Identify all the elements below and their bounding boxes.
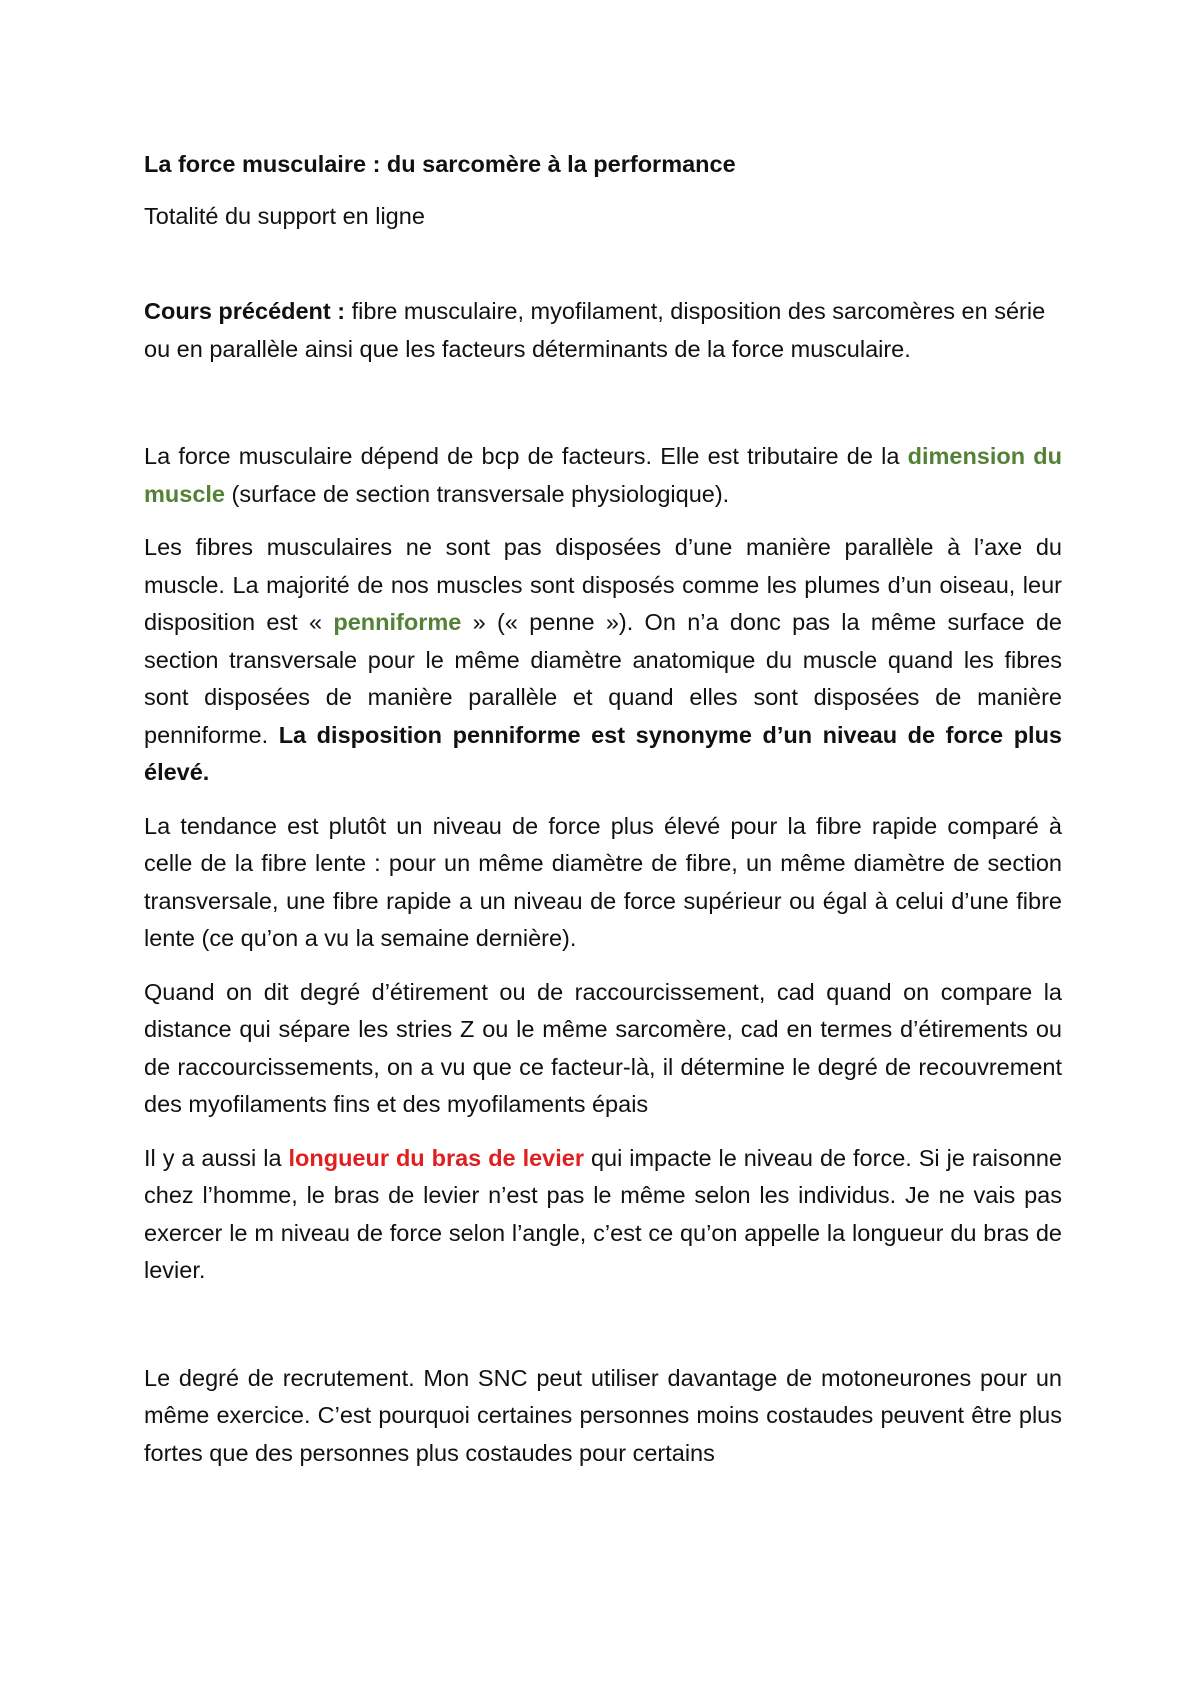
- document-title: La force musculaire : du sarcomère à la performance: [144, 151, 736, 177]
- paragraph-penniforme: [144, 529, 1062, 792]
- paragraph-stretch-degree: Quand on dit degré d’étirement ou de raccourcissement, cad quand on compare la distance qui sépare les stries Z ou le même sarcomère, cad en termes d’étirements ou de raccourcissements, on a vu que ce facteur-là, il détermine le degré de recouvrement des myofilaments fins et des myofilaments épais: [144, 978, 1062, 1117]
- p5-text-a: Il y a aussi la: [144, 1144, 289, 1171]
- p5-text-b: qui impacte le niveau de force. Si je raisonne chez l’homme, le bras de levier n’est pas le même selon les individus. Je ne vais pas exercer le m niveau de force selon l’angle, c’est ce qu’on appelle la longueur du bras de levier.: [144, 1144, 1062, 1283]
- paragraph-lever-arm: [144, 1140, 1062, 1290]
- document-subtitle: Totalité du support en ligne: [144, 202, 425, 229]
- previous-course-label: Cours précédent :: [144, 298, 346, 324]
- p1-text-b: (surface de section transversale physiologique).: [225, 480, 730, 507]
- paragraph-muscle-dimension: [144, 438, 1062, 513]
- highlight-bras-de-levier: longueur du bras de levier: [288, 1144, 584, 1171]
- p2-bold-conclusion: La disposition penniforme est synonyme d’un niveau de force plus élevé.: [144, 721, 1063, 785]
- p2-text-a: Les fibres musculaires ne sont pas disposées d’une manière parallèle à l’axe du muscle. La majorité de nos muscles sont disposés comme les plumes d’un oiseau, leur disposition est «: [144, 534, 1062, 635]
- p1-text-a: La force musculaire dépend de bcp de facteurs. Elle est tributaire de la: [144, 443, 908, 469]
- highlight-dimension-du-muscle: dimension du muscle: [144, 443, 1063, 507]
- document-body: [144, 146, 1062, 1488]
- paragraph-recruitment: Le degré de recrutement. Mon SNC peut utiliser davantage de motoneurones pour un même exercice. C’est pourquoi certaines personnes moins costaudes peuvent être plus fortes que des personnes plus costaudes pour certains: [144, 1364, 1062, 1466]
- previous-course-paragraph: [144, 293, 1062, 368]
- previous-course-text: fibre musculaire, myofilament, disposition des sarcomères en série ou en parallèle ainsi que les facteurs déterminants de la force musculaire.: [144, 298, 1046, 362]
- highlight-penniforme: penniforme: [333, 609, 462, 635]
- paragraph-fiber-type: La tendance est plutôt un niveau de force plus élevé pour la fibre rapide comparé à celle de la fibre lente : pour un même diamètre de fibre, un même diamètre de section transversale, une fibre rapide a un niveau de force supérieur ou égal à celui d’une fibre lente (ce qu’on a vu la semaine dernière).: [144, 812, 1062, 951]
- p2-text-b: » (« penne »). On n’a donc pas la même surface de section transversale pour le même diamètre anatomique du muscle quand les fibres sont disposées de manière parallèle et quand elles sont disposées de manière penniforme.: [144, 609, 1062, 748]
